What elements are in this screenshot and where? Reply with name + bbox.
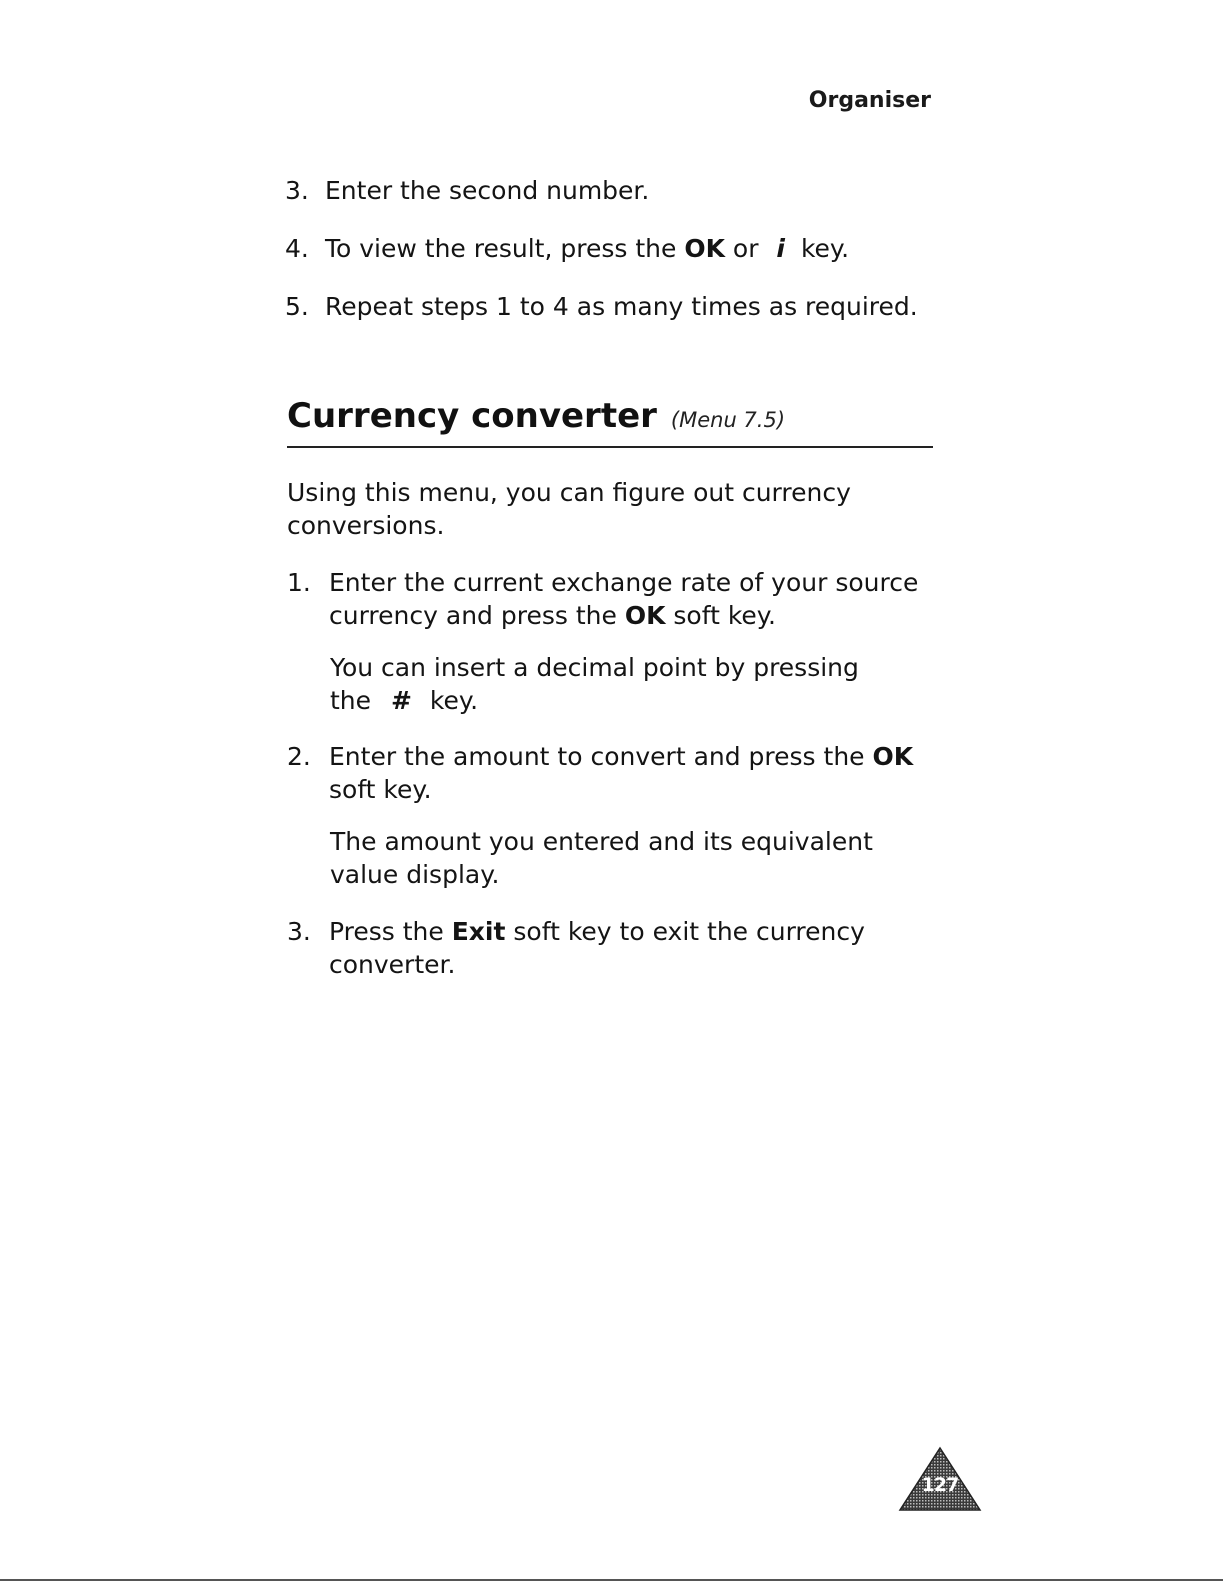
hash-key-icon: # [390,686,412,715]
step-number: 4. [285,234,309,263]
step-line-2 [329,599,776,632]
step-text-pre: To view the result, press the [325,234,685,263]
step-line-1 [329,740,913,773]
ok-key-label: OK [684,234,725,263]
step-line-2: soft key. [329,775,432,804]
intro-line-2: conversions. [287,511,445,540]
step-number: 5. [285,292,309,321]
step-text [325,232,849,266]
step-number: 1. [287,568,311,597]
note-post: key. [421,686,479,715]
step-1-note-line-1: You can insert a decimal point by pressing [330,653,859,682]
step-1-note-line-2 [330,684,478,717]
step-line-1 [329,915,865,948]
step-line-1-pre: Enter the amount to convert and press the [329,742,873,771]
step-line-1-pre: Press the [329,917,452,946]
step-line-2: converter. [329,950,456,979]
step-text-mid: or [724,234,767,263]
step-2-note-line-2: value display. [330,860,500,889]
step-number: 3. [287,917,311,946]
step-text-post: key. [793,234,850,263]
step-line-2-pre: currency and press the [329,601,625,630]
intro-line-1: Using this menu, you can figure out currency [287,478,851,507]
ok-key-label: OK [624,601,666,630]
step-line-1: Enter the current exchange rate of your source [329,568,919,597]
page-bottom-edge [0,1579,1223,1581]
note-pre: the [330,686,379,715]
heading-rule [287,446,933,448]
step-2-note-line-1: The amount you entered and its equivalent [330,827,873,856]
exit-key-label: Exit [451,917,506,946]
step-line-1-post: soft key to exit the currency [505,917,865,946]
step-number: 3. [285,176,309,205]
step-text: Repeat steps 1 to 4 as many times as required. [325,292,918,321]
running-head: Organiser [808,88,931,113]
info-key-icon: i [776,234,785,263]
step-line-2-post: soft key. [665,601,776,630]
section-title: Currency converter [287,396,657,436]
menu-reference: (Menu 7.5) [670,408,786,432]
step-number: 2. [287,742,311,771]
step-text: Enter the second number. [325,176,650,205]
section-heading [287,396,785,436]
page-number: 127 [921,1474,959,1496]
page-badge [898,1446,982,1512]
ok-key-label: OK [872,742,914,771]
